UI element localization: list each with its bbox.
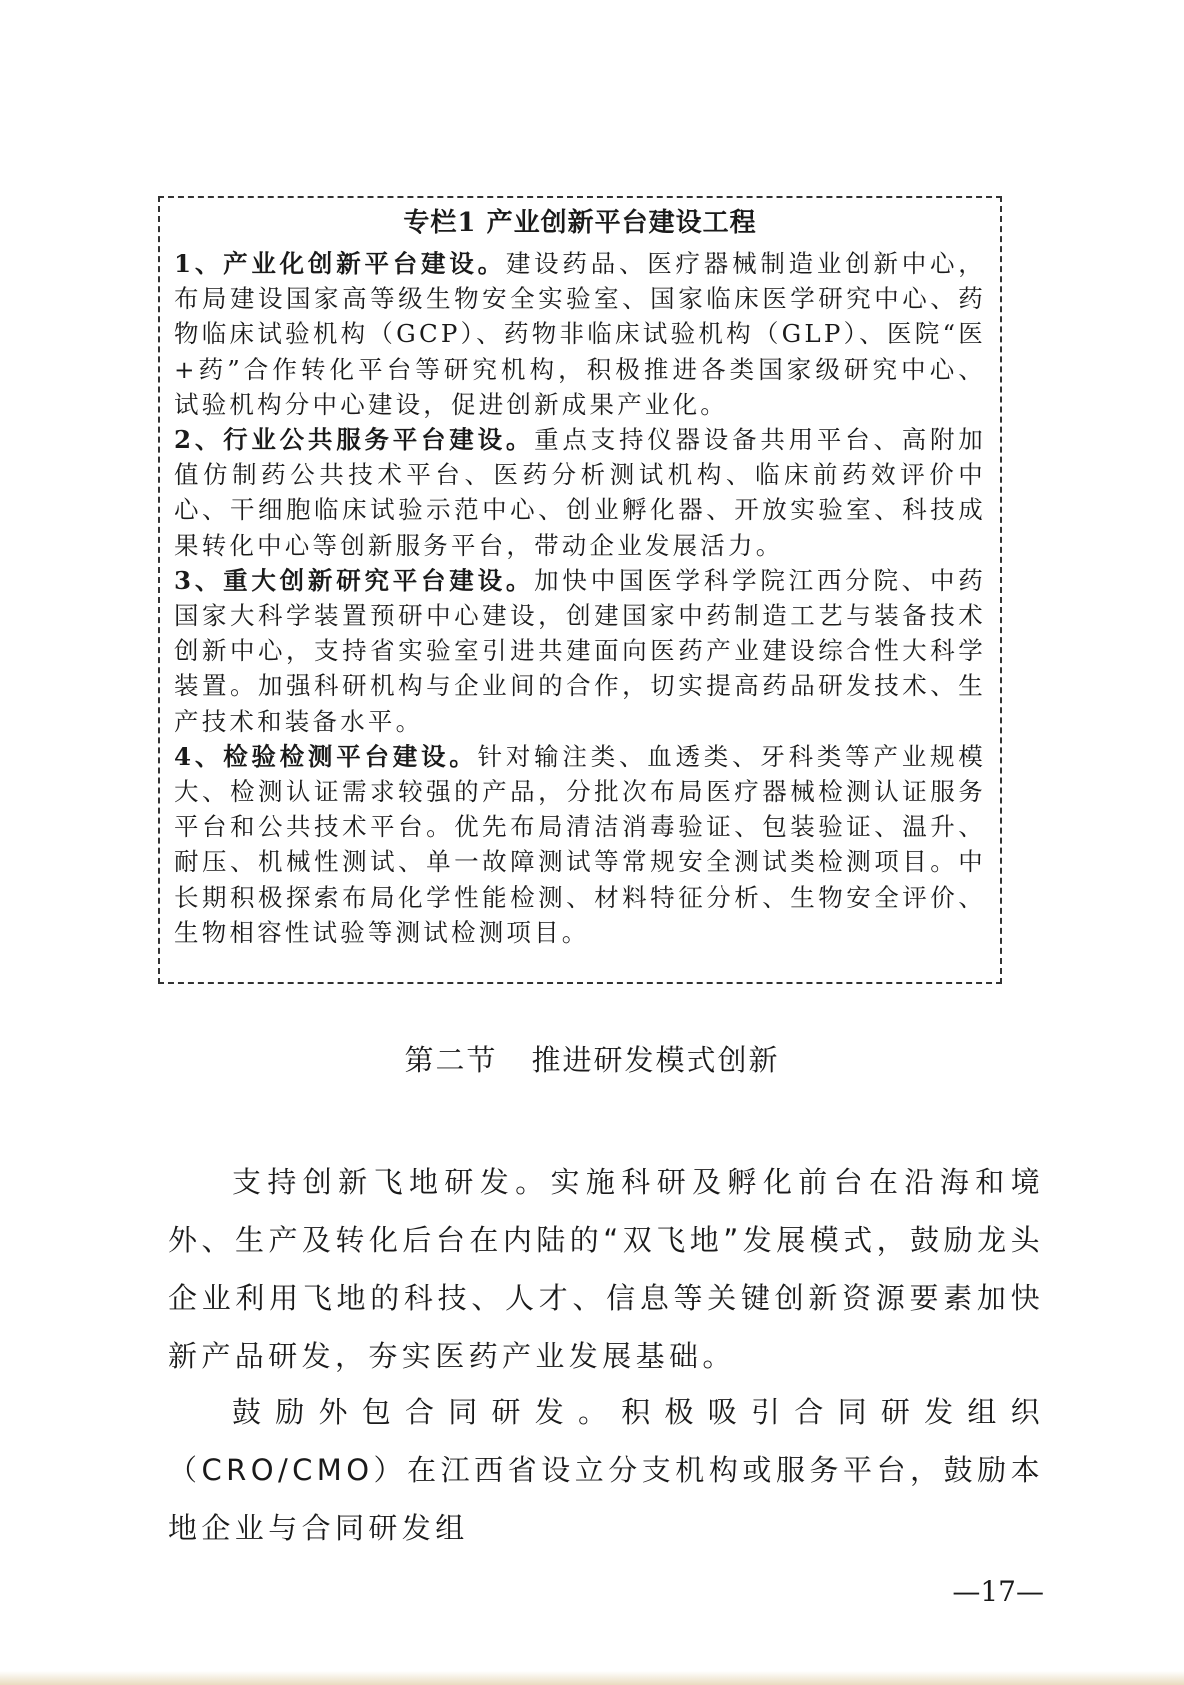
feature-box-title: 专栏1 产业创新平台建设工程 — [403, 208, 757, 238]
feature-item-text: 针对输注类、血透类、牙科类等产业规模大、检测认证需求较强的产品，分批次布局医疗器械检测认证服务平台和公共技术平台。优先布局清洁消毒验证、包装验证、温升、耐压、机械性测试、单一故障测试等常规安全测试类检测项目。中长期积极探索布局化学性能检测、材料特征分析、生物安全评价、生物相容性试验等测试检测项目。 — [174, 741, 986, 947]
feature-item-heading: 2、行业公共服务平台建设。 — [174, 425, 535, 455]
feature-box — [158, 196, 1002, 984]
section-title: 推进研发模式创新 — [531, 1043, 780, 1077]
feature-item-heading: 3、重大创新研究平台建设。 — [174, 565, 535, 595]
feature-item-heading: 4、检验检测平台建设。 — [174, 741, 478, 771]
scan-edge-shadow — [0, 1671, 1184, 1685]
body-paragraph: 支持创新飞地研发。实施科研及孵化前台在沿海和境外、生产及转化后台在内陆的“双飞地”发展模式，鼓励龙头企业利用飞地的科技、人才、信息等关键创新资源要素加快新产品研发，夯实医药产业发展基础。 — [168, 1165, 1044, 1373]
feature-item — [174, 563, 986, 739]
feature-item-text: 加快中国医学科学院江西分院、中药国家大科学装置预研中心建设，创建国家中药制造工艺与装备技术创新中心，支持省实验室引进共建面向医药产业建设综合性大科学装置。加强科研机构与企业间的合作，切实提高药品研发技术、生产技术和装备水平。 — [174, 565, 986, 736]
page-number: —17— — [952, 1575, 1044, 1608]
feature-item-heading: 1、产业化创新平台建设。 — [174, 249, 506, 278]
feature-item — [174, 739, 986, 950]
feature-item-text: 重点支持仪器设备共用平台、高附加值仿制药公共技术平台、医药分析测试机构、临床前药效评价中心、干细胞临床试验示范中心、创业孵化器、开放实验室、科技成果转化中心等创新服务平台，带动企业发展活力。 — [174, 425, 986, 560]
feature-item — [174, 246, 986, 422]
feature-item-text: 建设药品、医疗器械制造业创新中心，布局建设国家高等级生物安全实验室、国家临床医学研究中心、药物临床试验机构（GCP）、药物非临床试验机构（GLP）、医院“医+药”合作转化平台等研究机构，积极推进各类国家级研究中心、试验机构分中心建设，促进创新成果产业化。 — [174, 249, 986, 419]
body-paragraph: 鼓励外包合同研发。积极吸引合同研发组织（CRO/CMO）在江西省设立分支机构或服务平台，鼓励本地企业与合同研发组 — [168, 1395, 1044, 1545]
feature-item — [174, 422, 986, 563]
section-heading — [0, 1040, 1184, 1080]
section-number: 第二节 — [404, 1043, 498, 1077]
